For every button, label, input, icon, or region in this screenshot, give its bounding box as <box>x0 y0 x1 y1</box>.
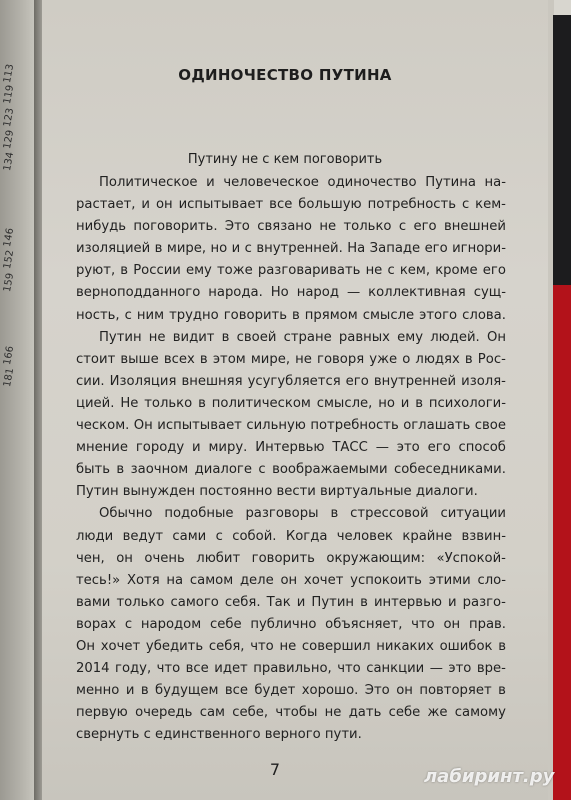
left-page-edge <box>0 0 36 800</box>
page-number: 7 <box>269 760 281 779</box>
text-line: растает, и он испытывает все большую потребность с кем- <box>76 197 506 213</box>
text-line: руют, в России ему тоже разговаривать не с кем, кроме его <box>76 263 506 279</box>
body-text <box>76 172 506 746</box>
text-line: свернуть с единственного верного пути. <box>76 727 362 743</box>
toc-page-number: 166 <box>2 345 17 366</box>
text-line: 2014 году, что все идет правильно, что санкции — это вре- <box>76 661 506 677</box>
text-line: менно и в будущем все будет хорошо. Это он повторяет в <box>76 683 506 699</box>
text-line: тесь!» Хотя на самом деле он хочет успокоить этими сло- <box>76 572 506 588</box>
text-line: сии. Изоляция внешняя усугубляется его внутренней изоля- <box>76 373 506 389</box>
text-line: первую очередь сам себе, чтобы не дать себе же самому <box>76 705 506 721</box>
text-line: ворах с народом себе публично объясняет, что он прав. <box>76 616 506 632</box>
text-line: цией. Не только в политическом смысле, но и в психологи- <box>76 395 506 411</box>
toc-page-number: 119 <box>2 84 17 105</box>
text-line: быть в заочном диалоге с воображаемыми собеседниками. <box>76 462 506 478</box>
toc-page-number: 134 <box>2 151 17 172</box>
toc-page-number: 129 <box>2 129 17 150</box>
text-line: Политическое и человеческое одиночество Путина на- <box>99 175 506 190</box>
text-line: Путин вынужден постоянно вести виртуальные диалоги. <box>76 484 478 500</box>
text-line: Путин не видит в своей стране равных ему людей. Он <box>99 329 506 345</box>
toc-page-number: 113 <box>2 63 17 84</box>
chapter-title: ОДИНОЧЕСТВО ПУТИНА <box>178 66 392 84</box>
text-line: Обычно подобные разговоры в стрессовой ситуации <box>99 506 506 522</box>
text-line: вами только самого себя. Так и Путин в интервью и разго- <box>76 594 506 610</box>
text-line: чен, он очень любит говорить окружающим: «Успокой- <box>76 550 506 566</box>
watermark-logo: лабиринт.ру <box>424 766 555 787</box>
text-line: люди ведут сами с собой. Когда человек крайне взвин- <box>76 528 506 544</box>
text-line: мнение городу и миру. Интервью ТАСС — это его способ <box>76 440 506 456</box>
toc-page-number: 152 <box>2 249 17 270</box>
toc-page-number: 123 <box>2 107 17 128</box>
text-line: ность, с ним трудно говорить в прямом смысле этого слова. <box>76 307 506 323</box>
cover-edge-red <box>553 285 571 800</box>
text-line: ческом. Он испытывает сильную потребность оглашать свое <box>76 418 506 434</box>
text-line: нибудь поговорить. Это связано не только с его внешней <box>76 219 506 235</box>
text-line: стоит выше всех в этом мире, не говоря уже о людях в Рос- <box>76 351 506 367</box>
toc-page-number: 146 <box>2 227 17 248</box>
text-line: Он хочет убедить себя, что не совершил никаких ошибок в <box>76 638 506 654</box>
section-title: Путину не с кем поговорить <box>187 152 383 167</box>
text-line: верноподданного народа. Но народ — коллективная сущ- <box>76 285 506 301</box>
toc-page-number: 181 <box>2 367 17 388</box>
toc-page-number: 159 <box>2 272 17 293</box>
cover-edge-black <box>553 15 571 285</box>
text-line: изоляцией в мире, но и с внутренней. На Западе его игнори- <box>76 241 506 257</box>
